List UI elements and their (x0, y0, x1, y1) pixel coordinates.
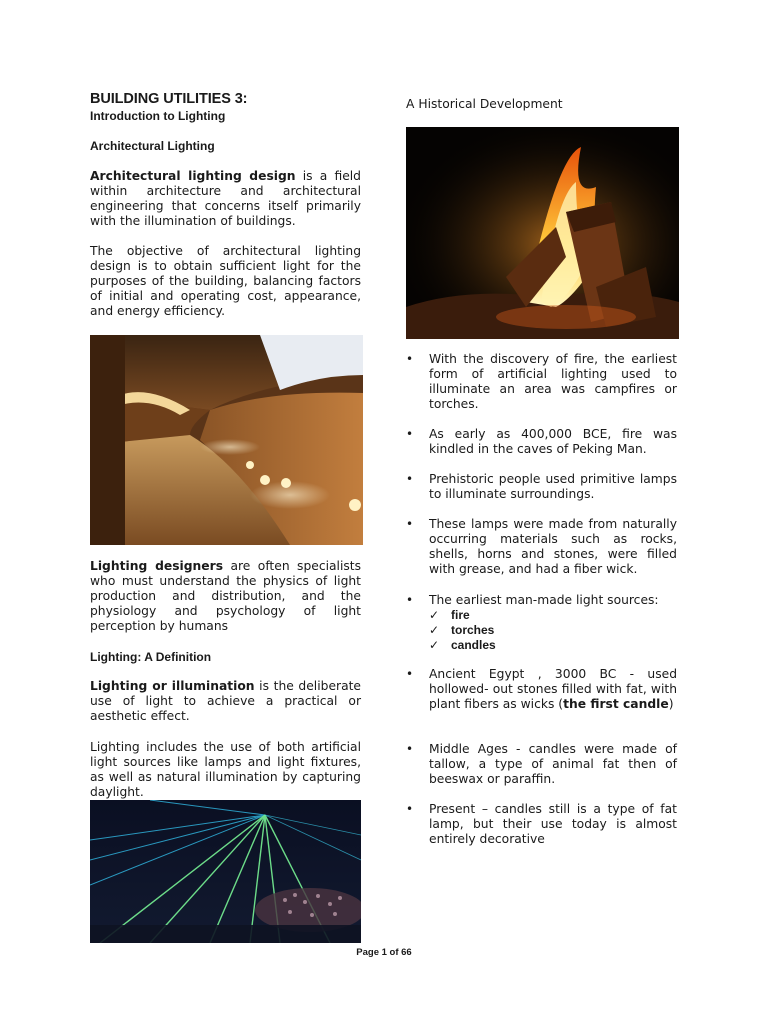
bullet-dot: • (406, 742, 414, 756)
list-item-text-part: ) (668, 697, 674, 711)
bullet-dot: • (406, 593, 414, 607)
paragraph-definition (90, 169, 361, 229)
bold-term-lighting-or-illumination: Lighting or illumination (90, 679, 255, 693)
bullet-dot: • (406, 352, 414, 366)
corridor-photo (90, 335, 363, 545)
bullet-dot: • (406, 802, 414, 816)
bullet-dot: • (406, 427, 414, 441)
bold-term-the-first-candle: the first candle (563, 697, 669, 711)
page-number: Page 1 of 66 (356, 947, 412, 958)
section-heading-historical-development: A Historical Development (406, 97, 563, 111)
bold-term-lighting-designers: Lighting designers (90, 559, 224, 573)
document-subtitle: Introduction to Lighting (90, 109, 226, 123)
light-sources-sublist (429, 608, 677, 653)
sublist-item-candles (429, 638, 677, 653)
section-heading-architectural-lighting: Architectural Lighting (90, 139, 215, 153)
list-item-text: With the discovery of fire, the earliest form of artificial lighting used to illuminate an area was campfires or torches. (429, 352, 677, 411)
list-item-text: Present – candles still is a type of fat lamp, but their use today is almost entirely decorative (429, 802, 677, 846)
sublist-item-fire (429, 608, 677, 623)
campfire-illustration (406, 127, 679, 339)
list-item (406, 472, 677, 502)
paragraph-text: is a field within architecture and architectural engineering that concerns itself primarily with the illumination of buildings. (90, 169, 361, 228)
paragraph-text: are often specialists who must understand the physics of light production and distribution, and the physiology and psychology of light perception by humans (90, 559, 362, 633)
sublist-item-torches (429, 623, 677, 638)
bullet-dot: • (406, 667, 414, 681)
checkmark-icon: ✓ (429, 608, 440, 622)
sublist-item-label: fire (451, 608, 470, 622)
list-item (406, 593, 677, 653)
checkmark-icon: ✓ (429, 623, 440, 637)
paragraph-lighting-includes: Lighting includes the use of both artificial light sources like lamps and light fixtures, as well as natural illumination by capturing daylight. (90, 740, 361, 799)
list-item (406, 667, 677, 712)
list-item-text-part: Ancient Egypt , 3000 BC - used hollowed- out stones filled with fat, with plant fibers as wicks ( (429, 667, 677, 711)
corridor-illustration (90, 335, 363, 545)
section-heading-lighting-definition: Lighting: A Definition (90, 650, 212, 664)
list-item-text: Prehistoric people used primitive lamps to illuminate surroundings. (429, 472, 677, 501)
paragraph-lighting-designers (90, 559, 361, 634)
list-item (406, 742, 677, 787)
paragraph-text: is the deliberate use of light to achieve a practical or aesthetic effect. (90, 679, 361, 723)
list-item-text: These lamps were made from naturally occurring materials such as rocks, shells, horns and stones, were filled with grease, and had a fiber wick. (429, 517, 677, 576)
sublist-item-label: torches (451, 623, 495, 637)
list-item (406, 427, 677, 457)
checkmark-icon: ✓ (429, 638, 440, 652)
list-item-text: Middle Ages - candles were made of tallow, a type of animal fat then of beeswax or paraffin. (429, 742, 677, 786)
list-item (406, 352, 677, 412)
list-item-text (429, 667, 677, 712)
paragraph-lighting-or-illumination (90, 679, 361, 724)
document-title: BUILDING UTILITIES 3: (90, 91, 248, 107)
bullet-dot: • (406, 472, 414, 486)
campfire-photo (406, 127, 679, 339)
bullet-dot: • (406, 517, 414, 531)
bold-term-architectural-lighting-design: Architectural lighting design (90, 169, 296, 183)
list-item-text: The earliest man-made light sources: (429, 593, 659, 607)
paragraph-objective: The objective of architectural lighting design is to obtain sufficient light for the purposes of the building, balancing factors of initial and operating cost, appearance, and energy efficiency. (90, 244, 361, 318)
list-item (406, 802, 677, 847)
laser-illustration (90, 800, 361, 943)
list-item-text: As early as 400,000 BCE, fire was kindled in the caves of Peking Man. (429, 427, 677, 456)
laser-concert-photo (90, 800, 361, 943)
list-item (406, 517, 677, 577)
sublist-item-label: candles (451, 638, 496, 652)
